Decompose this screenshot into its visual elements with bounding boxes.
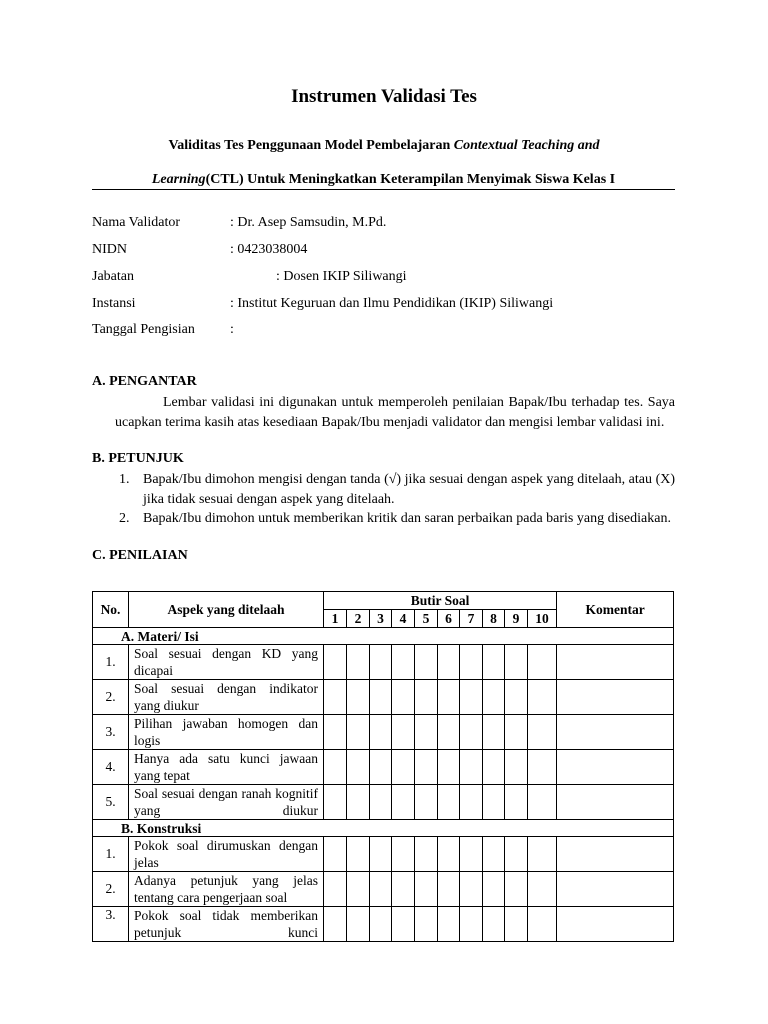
row-number: 3. — [93, 907, 129, 942]
table-section-label — [93, 820, 674, 837]
score-cell[interactable] — [324, 785, 347, 820]
score-cell[interactable] — [483, 907, 505, 942]
info-value: : 0423038004 — [230, 242, 308, 257]
table-row — [93, 837, 674, 872]
header-butir-number: 9 — [505, 610, 528, 628]
score-cell[interactable] — [415, 785, 438, 820]
score-cell[interactable] — [483, 680, 505, 715]
score-cell[interactable] — [415, 680, 438, 715]
score-cell[interactable] — [324, 907, 347, 942]
header-butir-number: 7 — [460, 610, 483, 628]
section-heading-petunjuk: B. PETUNJUK — [92, 451, 184, 466]
comment-cell[interactable] — [557, 715, 674, 750]
score-cell[interactable] — [347, 785, 370, 820]
score-cell[interactable] — [483, 750, 505, 785]
table-row — [93, 715, 674, 750]
score-cell[interactable] — [438, 750, 460, 785]
score-cell[interactable] — [324, 837, 347, 872]
score-cell[interactable] — [483, 645, 505, 680]
score-cell[interactable] — [347, 750, 370, 785]
score-cell[interactable] — [324, 680, 347, 715]
header-butir-number: 8 — [483, 610, 505, 628]
score-cell[interactable] — [483, 715, 505, 750]
score-cell[interactable] — [505, 907, 528, 942]
section-label-text: B. Konstruksi — [121, 820, 202, 836]
row-aspek: Hanya ada satu kunci jawaan yang tepat — [129, 750, 324, 785]
section-label-text: A. Materi/ Isi — [121, 628, 199, 644]
comment-cell[interactable] — [557, 907, 674, 942]
score-cell[interactable] — [324, 750, 347, 785]
score-cell[interactable] — [438, 872, 460, 907]
assessment-table — [92, 591, 674, 942]
document-subtitle-line1 — [0, 138, 768, 154]
score-cell[interactable] — [505, 680, 528, 715]
score-cell[interactable] — [438, 785, 460, 820]
table-row — [93, 872, 674, 907]
score-cell[interactable] — [392, 785, 415, 820]
score-cell[interactable] — [528, 715, 557, 750]
score-cell[interactable] — [460, 645, 483, 680]
score-cell[interactable] — [415, 907, 438, 942]
score-cell[interactable] — [347, 872, 370, 907]
subtitle-plain-2: (CTL) Untuk Meningkatkan Keterampilan Menyimak Siswa Kelas I — [205, 172, 616, 187]
comment-cell[interactable] — [557, 750, 674, 785]
row-aspek: Soal sesuai dengan indikator yang diukur — [129, 680, 324, 715]
header-butir-soal: Butir Soal — [324, 592, 557, 610]
score-cell[interactable] — [370, 645, 392, 680]
score-cell[interactable] — [415, 872, 438, 907]
score-cell[interactable] — [505, 750, 528, 785]
row-number: 4. — [93, 750, 129, 785]
row-number: 1. — [93, 645, 129, 680]
score-cell[interactable] — [505, 837, 528, 872]
score-cell[interactable] — [415, 715, 438, 750]
comment-cell[interactable] — [557, 872, 674, 907]
table-row — [93, 907, 674, 942]
score-cell[interactable] — [415, 837, 438, 872]
score-cell[interactable] — [438, 715, 460, 750]
header-butir-number: 10 — [528, 610, 557, 628]
score-cell[interactable] — [483, 785, 505, 820]
score-cell[interactable] — [505, 645, 528, 680]
score-cell[interactable] — [347, 680, 370, 715]
info-value: : — [230, 322, 234, 337]
table-header-row — [93, 592, 674, 610]
info-label: Tanggal Pengisian — [92, 322, 195, 337]
row-number: 1. — [93, 837, 129, 872]
pengantar-paragraph: Lembar validasi ini digunakan untuk memperoleh penilaian Bapak/Ibu terhadap tes. Saya ucapkan terima kasih atas kesediaan Bapak/Ibu menjadi validator dan mengisi lembar validasi ini. — [115, 395, 675, 430]
subtitle-italic-2: Learning — [151, 172, 206, 187]
table-row — [93, 785, 674, 820]
info-label: Jabatan — [92, 269, 134, 284]
score-cell[interactable] — [460, 872, 483, 907]
score-cell[interactable] — [460, 785, 483, 820]
score-cell[interactable] — [370, 750, 392, 785]
petunjuk-item-text: Bapak/Ibu dimohon untuk memberikan kritik dan saran perbaikan pada baris yang disediakan. — [143, 511, 671, 526]
row-aspek: Pokok soal tidak memberikan petunjuk kunci — [129, 907, 324, 942]
table-row — [93, 645, 674, 680]
score-cell[interactable] — [528, 907, 557, 942]
score-cell[interactable] — [392, 907, 415, 942]
subtitle-plain-1: Validitas Tes Penggunaan Model Pembelajaran — [168, 138, 454, 153]
score-cell[interactable] — [392, 680, 415, 715]
score-cell[interactable] — [438, 837, 460, 872]
score-cell[interactable] — [347, 715, 370, 750]
score-cell[interactable] — [438, 680, 460, 715]
score-cell[interactable] — [370, 837, 392, 872]
score-cell[interactable] — [370, 715, 392, 750]
comment-cell[interactable] — [557, 645, 674, 680]
comment-cell[interactable] — [557, 680, 674, 715]
score-cell[interactable] — [392, 837, 415, 872]
info-label: Nama Validator — [92, 215, 180, 230]
document-subtitle-line2 — [92, 172, 675, 190]
info-value: : Dr. Asep Samsudin, M.Pd. — [230, 215, 387, 230]
score-cell[interactable] — [370, 872, 392, 907]
score-cell[interactable] — [505, 715, 528, 750]
score-cell[interactable] — [505, 785, 528, 820]
row-number: 2. — [93, 872, 129, 907]
table-row — [93, 680, 674, 715]
petunjuk-item-number: 2. — [119, 511, 130, 526]
header-butir-number: 2 — [347, 610, 370, 628]
score-cell[interactable] — [438, 645, 460, 680]
header-butir-number: 6 — [438, 610, 460, 628]
score-cell[interactable] — [460, 750, 483, 785]
row-number: 2. — [93, 680, 129, 715]
score-cell[interactable] — [483, 872, 505, 907]
score-cell[interactable] — [528, 645, 557, 680]
comment-cell[interactable] — [557, 785, 674, 820]
row-number: 5. — [93, 785, 129, 820]
subtitle-italic-1: Contextual Teaching and — [453, 138, 600, 153]
score-cell[interactable] — [415, 645, 438, 680]
row-aspek: Pilihan jawaban homogen dan logis — [129, 715, 324, 750]
score-cell[interactable] — [528, 680, 557, 715]
row-number: 3. — [93, 715, 129, 750]
score-cell[interactable] — [438, 907, 460, 942]
score-cell[interactable] — [415, 750, 438, 785]
score-cell[interactable] — [392, 872, 415, 907]
score-cell[interactable] — [392, 645, 415, 680]
info-value: : Dosen IKIP Siliwangi — [276, 269, 407, 284]
petunjuk-item-number: 1. — [119, 472, 130, 487]
table-row — [93, 750, 674, 785]
row-aspek: Pokok soal dirumuskan dengan jelas — [129, 837, 324, 872]
score-cell[interactable] — [460, 715, 483, 750]
table-section-row-materi — [93, 628, 674, 645]
header-aspek: Aspek yang ditelaah — [129, 592, 324, 628]
score-cell[interactable] — [324, 645, 347, 680]
score-cell[interactable] — [460, 907, 483, 942]
score-cell[interactable] — [347, 645, 370, 680]
row-aspek: Adanya petunjuk yang jelas tentang cara pengerjaan soal — [129, 872, 324, 907]
score-cell[interactable] — [528, 785, 557, 820]
score-cell[interactable] — [483, 837, 505, 872]
score-cell[interactable] — [460, 837, 483, 872]
score-cell[interactable] — [528, 872, 557, 907]
row-aspek: Soal sesuai dengan ranah kognitif yang diukur — [129, 785, 324, 820]
score-cell[interactable] — [324, 872, 347, 907]
score-cell[interactable] — [505, 872, 528, 907]
score-cell[interactable] — [370, 680, 392, 715]
score-cell[interactable] — [528, 750, 557, 785]
section-heading-pengantar: A. PENGANTAR — [92, 374, 197, 389]
score-cell[interactable] — [347, 907, 370, 942]
info-label: Instansi — [92, 296, 136, 311]
score-cell[interactable] — [324, 715, 347, 750]
table-section-label — [93, 628, 674, 645]
header-butir-number: 3 — [370, 610, 392, 628]
section-heading-penilaian: C. PENILAIAN — [92, 548, 188, 563]
header-komentar: Komentar — [557, 592, 674, 628]
document-title: Instrumen Validasi Tes — [291, 86, 477, 107]
info-value: : Institut Keguruan dan Ilmu Pendidikan (IKIP) Siliwangi — [230, 296, 554, 311]
row-aspek: Soal sesuai dengan KD yang dicapai — [129, 645, 324, 680]
petunjuk-item-text: Bapak/Ibu dimohon mengisi dengan tanda (√) jika sesuai dengan aspek yang ditelaah, atau (X) jika tidak sesuai dengan aspek yang ditelaah. — [143, 472, 675, 507]
score-cell[interactable] — [392, 750, 415, 785]
score-cell[interactable] — [392, 715, 415, 750]
score-cell[interactable] — [370, 907, 392, 942]
header-butir-number: 1 — [324, 610, 347, 628]
header-no: No. — [93, 592, 129, 628]
table-section-row-konstruksi — [93, 820, 674, 837]
score-cell[interactable] — [460, 680, 483, 715]
score-cell[interactable] — [370, 785, 392, 820]
info-label: NIDN — [92, 242, 127, 257]
header-butir-number: 4 — [392, 610, 415, 628]
score-cell[interactable] — [528, 837, 557, 872]
score-cell[interactable] — [347, 837, 370, 872]
comment-cell[interactable] — [557, 837, 674, 872]
header-butir-number: 5 — [415, 610, 438, 628]
